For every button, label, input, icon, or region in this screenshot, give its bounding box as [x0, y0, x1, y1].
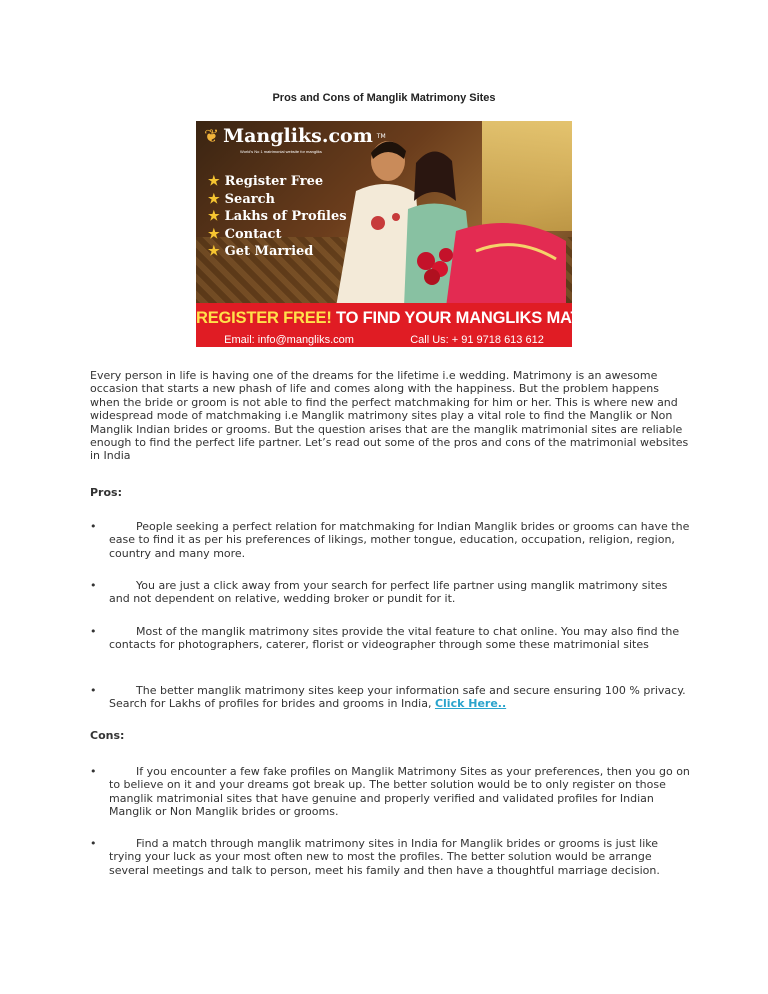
- star-icon: ★: [208, 174, 220, 189]
- list-item: [90, 684, 690, 711]
- feature-item: ★ Lakhs of Profiles: [208, 209, 347, 225]
- cons-item-text: If you encounter a few fake profiles on Manglik Matrimony Sites as your preferences, then you go on to believe on it and your dreams got break up. The better solution would be to only register on those manglik matrimonial sites that have genuine and properly verified and validated profiles for Indian Manglik or Non Manglik brides or grooms.: [109, 765, 690, 819]
- click-here-link[interactable]: Click Here..: [434, 697, 507, 711]
- cons-heading: Cons:: [90, 729, 125, 742]
- kalash-logo-icon: ❦: [204, 125, 220, 147]
- pros-heading: Pros:: [90, 486, 122, 499]
- list-item: [90, 765, 690, 819]
- pros-item-text: Most of the manglik matrimony sites provide the vital feature to chat online. You may also find the contacts for photographers, caterer, florist or videographer through some these matrimonial sites: [109, 625, 680, 652]
- logo-text: Mangliks.com: [223, 125, 373, 147]
- feature-item: ★ Get Married: [208, 244, 314, 260]
- bullet-icon: •: [90, 837, 97, 850]
- list-item: [90, 579, 690, 606]
- page-title: Pros and Cons of Manglik Matrimony Sites: [272, 92, 496, 104]
- cons-item-text: Find a match through manglik matrimony sites in India for Manglik brides or grooms is just like trying your luck as your most often new to most the profiles. The better solution would be arrange several meetings and talk to person, meet his family and then have a thoughtful marriage decision.: [109, 837, 660, 877]
- bullet-icon: •: [90, 625, 97, 638]
- pros-item-text: People seeking a perfect relation for matchmaking for Indian Manglik brides or grooms can have the ease to find it as per his preferences of likings, mother tongue, education, occupation, religion, region, country and many more.: [109, 520, 690, 560]
- list-item: [90, 625, 690, 652]
- star-icon: ★: [208, 209, 220, 225]
- feature-item: ★ Search: [208, 191, 275, 207]
- register-free-rest: TO FIND YOUR MANGLIKS MATCH: [331, 309, 604, 327]
- star-icon: ★: [208, 191, 220, 207]
- feature-list: [208, 173, 347, 261]
- feature-item: ★ Register Free: [208, 174, 324, 189]
- bullet-icon: •: [90, 765, 97, 778]
- couple-illustration: [316, 131, 566, 307]
- bullet-icon: •: [90, 579, 97, 592]
- pros-item-text: You are just a click away from your search for perfect life partner using manglik matrimony sites and not dependent on relative, wedding broker or pundit for it.: [109, 579, 668, 606]
- mangliks-banner-image: [196, 121, 604, 347]
- bullet-icon: •: [90, 684, 97, 697]
- trademark-mark: TM: [376, 132, 386, 140]
- feature-item: ★ Contact: [208, 226, 282, 242]
- star-icon: ★: [208, 226, 220, 242]
- list-item: [90, 520, 690, 560]
- bullet-icon: •: [90, 520, 97, 533]
- pros-item-text: The better manglik matrimony sites keep your information safe and secure ensuring 100 % privacy. Search for Lakhs of profiles for brides and grooms in India,: [109, 684, 686, 711]
- banner-logo: [204, 125, 386, 147]
- intro-paragraph: Every person in life is having one of the dreams for the lifetime i.e wedding. Matrimony is an awesome occasion that starts a new phash of life and comes along with the happiness. But the problem happens when the bride or groom is not able to find the perfect matchmaking for him or her. This is where new and widespread mode of matchmaking i.e Manglik matrimony sites play a vital role to find the Manglik or Non Manglik Indian brides or grooms. But the question arises that are the manglik matrimonial sites are reliable enough to find the perfect life partner. Let’s read out some of the pros and cons of the matrimonial websites in India: [90, 369, 689, 463]
- contact-email: Email: info@mangliks.com: [224, 334, 354, 346]
- contact-bar: [196, 333, 572, 347]
- star-icon: ★: [208, 244, 220, 260]
- register-free-lead: REGISTER FREE!: [196, 309, 332, 327]
- contact-phone: Call Us: + 91 9718 613 612: [410, 334, 544, 346]
- logo-tagline: World's No 1 matrimonial website for mangliks: [240, 149, 322, 154]
- register-free-bar: [196, 303, 604, 333]
- list-item: [90, 837, 690, 877]
